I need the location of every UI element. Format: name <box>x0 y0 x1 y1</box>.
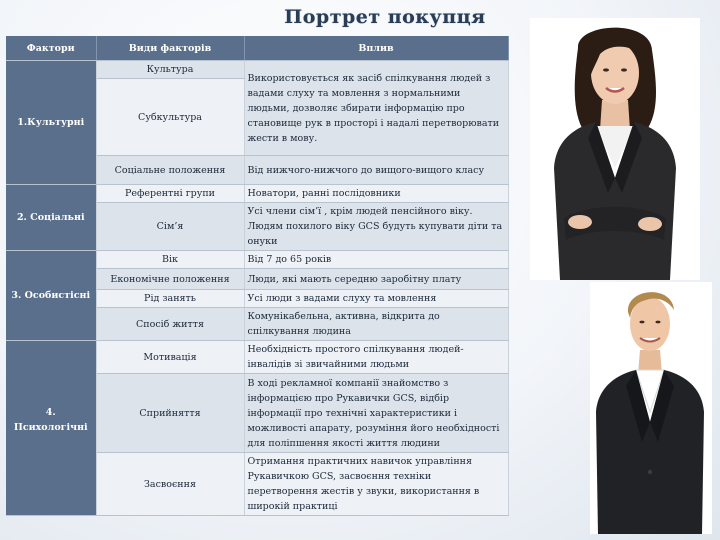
factors-table <box>6 36 509 516</box>
kind-social-status: Соціальне положення <box>96 156 244 185</box>
kind-subculture: Субкультура <box>96 79 244 156</box>
influence-family: Усі члени сім’ї , крім людей пенсійного віку. Людям похилого віку GCS будуть купувати діти та онуки <box>244 203 508 251</box>
kind-occupation: Рід занять <box>96 290 244 308</box>
influence-learning: Отримання практичних навичок управління Рукавичкою GCS, засвоєння техніки перетворення жестів у звуки, використання в широкій практиці <box>244 453 508 516</box>
kind-economic-status: Економічне положення <box>96 269 244 290</box>
influence-occupation: Усі люди з вадами слуху та мовлення <box>244 290 508 308</box>
kind-culture: Культура <box>96 61 244 79</box>
header-influence: Вплив <box>244 36 508 61</box>
influence-motivation: Необхідність простого спілкування людей-інвалідів зі звичайними людьми <box>244 341 508 374</box>
influence-age: Від 7 до 65 років <box>244 251 508 269</box>
table-row <box>6 185 508 203</box>
kind-lifestyle: Спосіб життя <box>96 308 244 341</box>
influence-lifestyle: Комунікабельна, активна, відкрита до спілкування людина <box>244 308 508 341</box>
table-row <box>6 251 508 269</box>
header-factors: Фактори <box>6 36 96 61</box>
kind-motivation: Мотивація <box>96 341 244 374</box>
page-title: Портрет покупця <box>284 6 486 28</box>
kind-family: Сім’я <box>96 203 244 251</box>
kind-perception: Сприйняття <box>96 374 244 453</box>
influence-economic-status: Люди, які мають середню заробітну плату <box>244 269 508 290</box>
influence-culture: Використовується як засіб спілкування людей з вадами слуху та мовлення з нормальними людьми, дозволяє збирати інформацію про становище рук в просторі і надалі перетворювати жести в мову. <box>244 61 508 156</box>
header-factor-kinds: Види факторів <box>96 36 244 61</box>
businessman-photo <box>590 282 712 534</box>
table-row <box>6 341 508 374</box>
influence-reference-groups: Новатори, ранні послідовники <box>244 185 508 203</box>
kind-age: Вік <box>96 251 244 269</box>
table-row <box>6 61 508 79</box>
businesswoman-photo <box>530 18 700 280</box>
factor-psychological: 4. Психологічні <box>6 341 96 516</box>
kind-learning: Засвоєння <box>96 453 244 516</box>
factor-cultural: 1.Культурні <box>6 61 96 185</box>
influence-perception: В ході рекламної компанії знайомство з інформацією про Рукавички GCS, відбір інформації про технічні характеристики і можливості апарату, розуміння його необхідності для поліпшення якості життя людини <box>244 374 508 453</box>
factor-personal: 3. Особистісні <box>6 251 96 341</box>
kind-reference-groups: Референтні групи <box>96 185 244 203</box>
table-header-row <box>6 36 508 61</box>
factor-social: 2. Соціальні <box>6 185 96 251</box>
influence-social-status: Від нижчого-нижчого до вищого-вищого класу <box>244 156 508 185</box>
